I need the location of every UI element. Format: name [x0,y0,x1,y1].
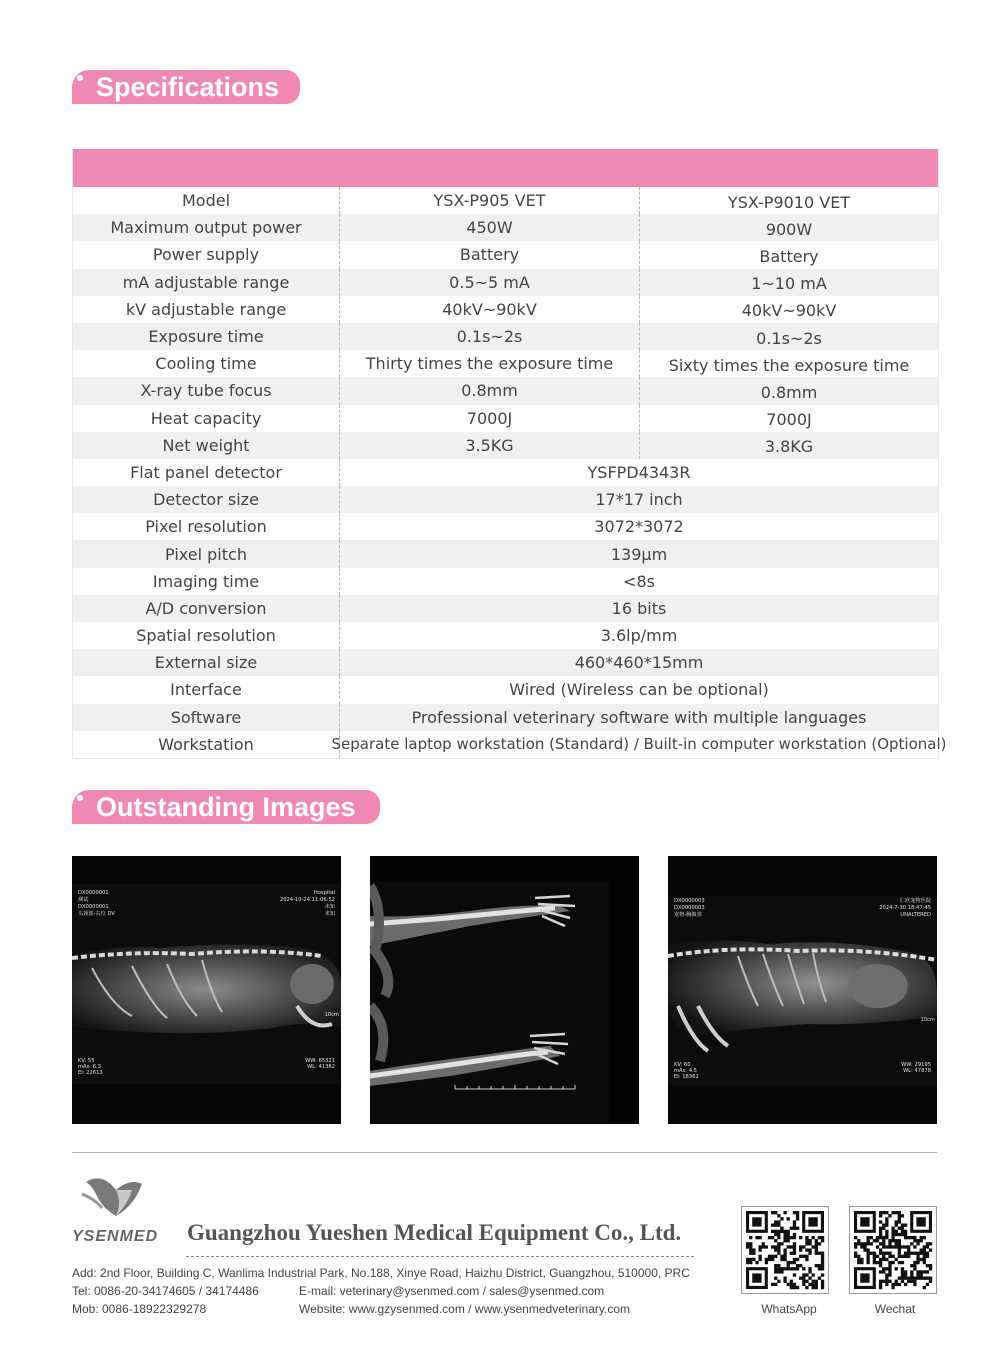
spec-value-p905: 3.5KG [340,432,640,459]
spec-label: kV adjustable range [73,296,340,323]
xray-image-thorax-abdomen [668,856,937,1124]
spec-value-p9010: YSX-P9010 VET [727,192,851,212]
spec-value-p905: 0.5~5 mA [340,269,640,296]
spec-value-shared: 460*460*15mm [574,653,704,673]
spec-label: Imaging time [73,568,340,595]
spec-value-p905: 0.1s~2s [340,323,640,350]
spec-label: Software [73,704,340,731]
spec-label: Interface [73,676,340,703]
xray-overlay-text: WW: 29195 WL: 47878 [901,1062,931,1074]
spec-value-p905: 450W [340,214,640,241]
table-row [73,622,938,649]
spec-value-shared: 3.6lp/mm [600,626,678,646]
address-text: Add: 2nd Floor, Building C, Wanlima Industrial Park, No.188, Xinye Road, Haizhu District, Guangzhou, 510000, PRC [72,1266,690,1280]
table-header-bar [73,149,938,187]
table-row [73,649,938,676]
table-row [73,377,938,404]
table-body [73,187,947,758]
spec-label: Model [73,187,340,214]
mob-text: Mob: 0086-18922329278 [72,1302,207,1316]
table-row [73,459,938,486]
tel-text: Tel: 0086-20-34174605 / 34174486 [72,1284,259,1298]
table-row [73,731,947,758]
spec-value-p9010: 7000J [766,410,812,430]
table-row [73,568,938,595]
xray-overlay-text: WW: 65321 WL: 41382 [305,1058,335,1070]
spec-value-p905: YSX-P905 VET [340,187,640,214]
spec-value-shared: Professional veterinary software with multiple languages [411,707,867,727]
xray-image-forelimbs [370,856,639,1124]
spec-label: Heat capacity [73,405,340,432]
table-row [73,540,938,567]
whatsapp-qr-label: WhatsApp [761,1302,817,1316]
spec-label: Exposure time [73,323,340,350]
spec-label: Cooling time [73,350,340,377]
spec-value-p905: Thirty times the exposure time [340,350,640,377]
spec-label: X-ray tube focus [73,377,340,404]
spec-value-p905: 0.8mm [340,377,640,404]
spec-value-p9010: 0.8mm [760,382,818,402]
heading-dot-icon [77,795,83,801]
website-text: Website: www.gzysenmed.com / www.ysenmedveterinary.com [299,1302,631,1316]
specifications-heading [72,70,300,104]
xray-overlay-text: DX0000003 DX0000003 宠物-胸腹部 [674,898,705,918]
spec-label: A/D conversion [73,595,340,622]
spec-label: Net weight [73,432,340,459]
xray-overlay-text: 10cm [324,1012,339,1018]
table-row [73,187,938,214]
spec-label: Workstation [73,731,340,758]
table-row [73,241,938,268]
outstanding-images-heading-text: Outstanding Images [96,792,356,822]
spec-value-shared: YSFPD4343R [587,462,691,482]
company-underline [186,1256,694,1257]
table-row [73,704,938,731]
spec-value-shared: Wired (Wireless can be optional) [509,680,769,700]
xray-image-lateral [72,856,341,1124]
spec-label: Flat panel detector [73,459,340,486]
spec-value-p905: 7000J [340,405,640,432]
xray-overlay-text: 仁欣宠物医院 2024-7-30 18:47:45 UNALTERED [879,898,931,918]
spec-value-p9010: Battery [759,246,819,266]
spec-value-p905: 40kV~90kV [340,296,640,323]
spec-value-p9010: 40kV~90kV [741,301,837,321]
heading-dot-icon [77,75,83,81]
spec-value-p9010: 0.1s~2s [756,328,822,348]
spec-value-shared: <8s [623,571,655,591]
spec-label: External size [73,649,340,676]
table-row [73,432,938,459]
specifications-heading-text: Specifications [96,72,280,102]
spec-label: Power supply [73,241,340,268]
spec-value-shared: 17*17 inch [595,490,683,510]
spec-value-shared: 3072*3072 [594,517,684,537]
spec-value-shared: Separate laptop workstation (Standard) / Built-in computer workstation (Optional) [331,735,947,754]
spec-label: Pixel resolution [73,513,340,540]
xray-overlay-text: DX0000001 测试 DX0000001 头颈部-右位 DV [78,890,115,917]
spec-value-p905: Battery [340,241,640,268]
table-row [73,676,938,703]
email-text: E-mail: veterinary@ysenmed.com / sales@ysenmed.com [299,1284,605,1298]
spec-value-p9010: 900W [765,219,813,239]
spec-label: Detector size [73,486,340,513]
table-row [73,323,938,350]
spec-label: Maximum output power [73,214,340,241]
spec-value-shared: 139μm [610,544,668,564]
table-row [73,595,938,622]
table-row [73,513,938,540]
spec-value-p9010: Sixty times the exposure time [668,355,910,375]
whatsapp-qr-code-icon [741,1206,829,1294]
specifications-table [72,149,947,759]
table-row [73,350,938,377]
spec-label: Pixel pitch [73,540,340,567]
logo-wordmark: YSENMED [72,1228,159,1245]
company-name: Guangzhou Yueshen Medical Equipment Co., Ltd. [187,1220,682,1245]
footer-divider [72,1152,937,1153]
table-row [73,486,938,513]
spec-label: Spatial resolution [73,622,340,649]
spec-value-shared: 16 bits [611,598,667,618]
wechat-qr-code-icon [849,1206,937,1294]
spec-label: mA adjustable range [73,269,340,296]
xray-overlay-text: Hospital 2024-10-24 11:06:52 未知未知 [279,890,335,917]
wechat-qr-label: Wechat [874,1302,916,1316]
table-row [73,296,938,323]
table-row [73,269,938,296]
table-row [73,405,938,432]
spec-value-p9010: 1~10 mA [751,274,827,294]
xray-overlay-text: KV: 55 mAs: 6.3 EI: 22613 [78,1058,103,1076]
table-row [73,214,938,241]
xray-overlay-text: KV: 60 mAs: 4.5 EI: 18362 [674,1062,699,1080]
spec-value-p9010: 3.8KG [764,437,814,457]
outstanding-images-heading [72,790,380,824]
xray-overlay-text: 10cm [920,1017,935,1023]
